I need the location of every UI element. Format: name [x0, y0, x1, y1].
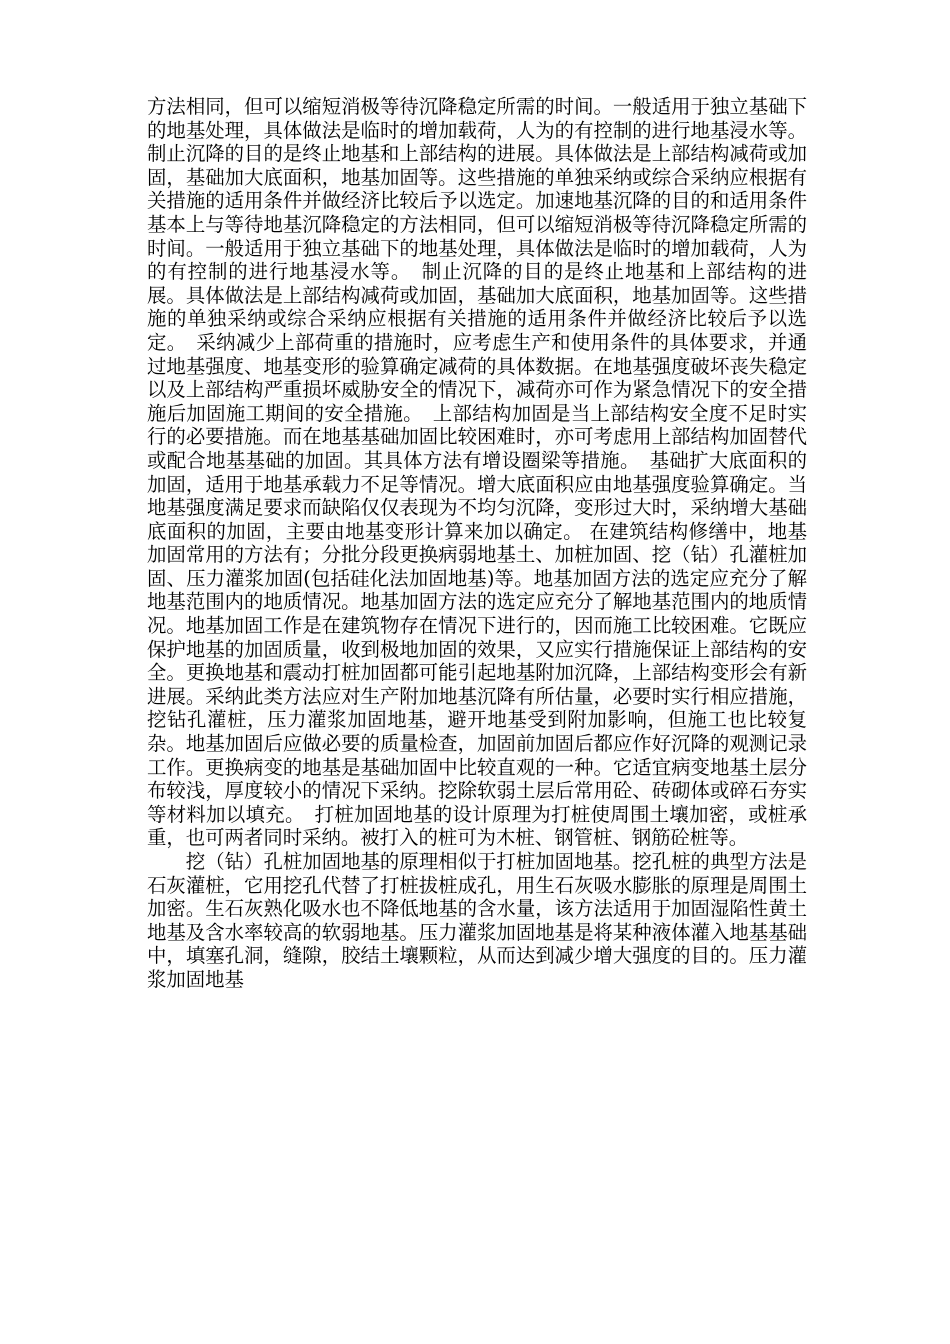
body-paragraph-2: 挖（钻）孔桩加固地基的原理相似于打桩加固地基。挖孔桩的典型方法是石灰灌桩，它用挖孔代替了打桩拔桩成孔，用生石灰吸水膨胀的原理是周围土加密。生石灰熟化吸水也不降低地基的含水量，该方法适用于加固湿陷性黄土地基及含水率较高的软弱地基。压力灌浆加固地基是将某种液体灌入地基基础中，填塞孔洞，缝隙，胶结土壤颗粒，从而达到减少增大强度的目的。压力灌浆加固地基: [147, 850, 807, 991]
body-paragraph-1: 方法相同，但可以缩短消极等待沉降稳定所需的时间。一般适用于独立基础下的地基处理，具体做法是临时的增加载荷，人为的有控制的进行地基浸水等。制止沉降的目的是终止地基和上部结构的进展。具体做法是上部结构减荷或加固，基础加大底面积，地基加固等。这些措施的单独采纳或综合采纳应根据有关措施的适用条件并做经济比较后予以选定。加速地基沉降的目的和适用条件基本上与等待地基沉降稳定的方法相同，但可以缩短消极等待沉降稳定所需的时间。一般适用于独立基础下的地基处理，具体做法是临时的增加载荷，人为的有控制的进行地基浸水等。 制止沉降的目的是终止地基和上部结构的进展。具体做法是上部结构减荷或加固，基础加大底面积，地基加固等。这些措施的单独采纳或综合采纳应根据有关措施的适用条件并做经济比较后予以选定。 采纳减少上部荷重的措施时，应考虑生产和使用条件的具体要求，并通过地基强度、地基变形的验算确定减荷的具体数据。在地基强度破坏丧失稳定以及上部结构严重损坏威胁安全的情况下，减荷亦可作为紧急情况下的安全措施后加固施工期间的安全措施。 上部结构加固是当上部结构安全度不足时实行的必要措施。而在地基基础加固比较困难时，亦可考虑用上部结构加固替代或配合地基基础的加固。其具体方法有增设圈梁等措施。 基础扩大底面积的加固，适用于地基承载力不足等情况。增大底面积应由地基强度验算确定。当地基强度满足要求而缺陷仅仅表现为不均匀沉降，变形过大时，采纳增大基础底面积的加固，主要由地基变形计算来加以确定。 在建筑结构修缮中，地基加固常用的方法有；分批分段更换病弱地基土、加桩加固、挖（钻）孔灌桩加固、压力灌浆加固(包括硅化法加固地基)等。地基加固方法的选定应充分了解地基范围内的地质情况。地基加固方法的选定应充分了解地基范围内的地质情况。地基加固工作是在建筑物存在情况下进行的，因而施工比较困难。它既应保护地基的加固质量，收到极地加固的效果，又应实行措施保证上部结构的安全。更换地基和震动打桩加固都可能引起地基附加沉降，上部结构变形会有新进展。采纳此类方法应对生产附加地基沉降有所估量，必要时实行相应措施，挖钻孔灌桩，压力灌浆加固地基，避开地基受到附加影响，但施工也比较复杂。地基加固后应做必要的质量检查，加固前加固后都应作好沉降的观测记录工作。更换病变的地基是基础加固中比较直观的一种。它适宜病变地基土层分布较浅，厚度较小的情况下采纳。挖除软弱土层后常用砼、砖砌体或碎石夯实等材料加以填充。 打桩加固地基的设计原理为打桩使周围土壤加密，或桩承重，也可两者同时采纳。被打入的桩可为木桩、钢管桩、钢筋砼桩等。: [147, 95, 807, 850]
document-body: [147, 95, 807, 992]
